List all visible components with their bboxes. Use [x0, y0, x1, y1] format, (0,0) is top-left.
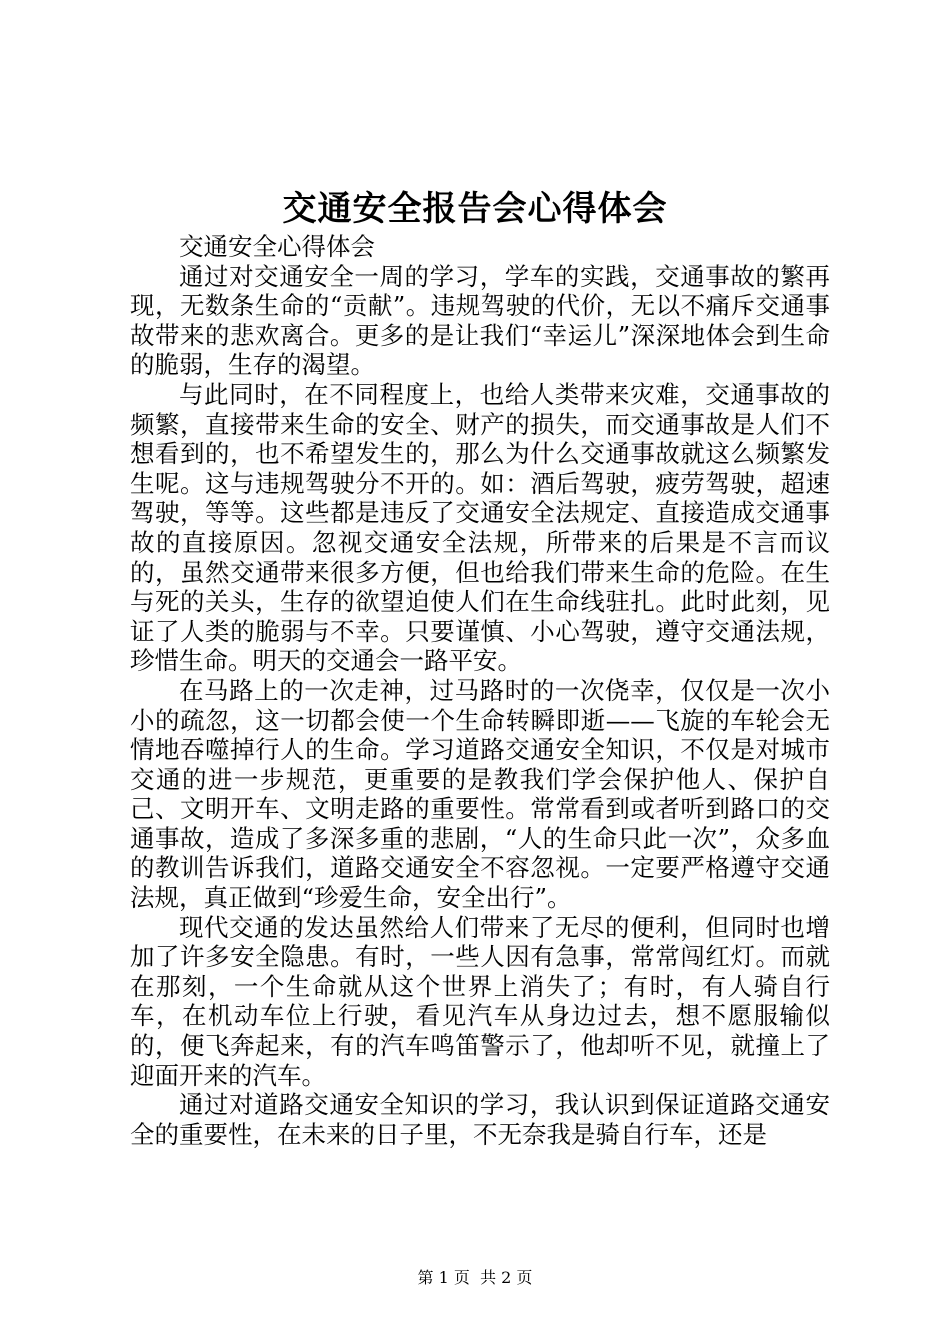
- paragraph: 通过对道路交通安全知识的学习，我认识到保证道路交通安全的重要性，在未来的日子里，不无奈我是骑自行车，还是: [130, 1090, 830, 1149]
- page-number: 第 1 页: [417, 1268, 470, 1287]
- paragraph: 与此同时，在不同程度上，也给人类带来灾难，交通事故的频繁，直接带来生命的安全、财产的损失，而交通事故是人们不想看到的，也不希望发生的，那么为什么交通事故就这么频繁发生呢。这与违规驾驶分不开的。如：酒后驾驶，疲劳驾驶，超速驾驶，等等。这些都是违反了交通安全法规定、直接造成交通事故的直接原因。忽视交通安全法规，所带来的后果是不言而议的，虽然交通带来很多方便，但也给我们带来生命的危险。在生与死的关头，生存的欲望迫使人们在生命线驻扎。此时此刻，见证了人类的脆弱与不幸。只要谨慎、小心驾驶，遵守交通法规，珍惜生命。明天的交通会一路平安。: [130, 379, 830, 676]
- page-total: 共 2 页: [480, 1268, 533, 1287]
- paragraph: 在马路上的一次走神，过马路时的一次侥幸，仅仅是一次小小的疏忽，这一切都会使一个生命转瞬即逝——飞旋的车轮会无情地吞噬掉行人的生命。学习道路交通安全知识，不仅是对城市交通的进一步规范，更重要的是教我们学会保护他人、保护自己、文明开车、文明走路的重要性。常常看到或者听到路口的交通事故，造成了多深多重的悲剧，“人的生命只此一次”，众多血的教训告诉我们，道路交通安全不容忽视。一定要严格遵守交通法规，真正做到“珍爱生命，安全出行”。: [130, 675, 830, 913]
- paragraph: 现代交通的发达虽然给人们带来了无尽的便利，但同时也增加了许多安全隐患。有时，一些人因有急事，常常闯红灯。而就在那刻，一个生命就从这个世界上消失了；有时，有人骑自行车，在机动车位上行驶，看见汽车从身边过去，想不愿服输似的，便飞奔起来，有的汽车鸣笛警示了，他却听不见，就撞上了迎面开来的汽车。: [130, 912, 830, 1090]
- document-body: [130, 232, 830, 1149]
- page-footer: [0, 1268, 950, 1288]
- paragraph: 通过对交通安全一周的学习，学车的实践，交通事故的繁再现，无数条生命的“贡献”。违规驾驶的代价，无以不痛斥交通事故带来的悲欢离合。更多的是让我们“幸运儿”深深地体会到生命的脆弱，生存的渴望。: [130, 261, 830, 380]
- paragraph-subtitle: 交通安全心得体会: [179, 232, 375, 261]
- document-title: 交通安全报告会心得体会: [282, 189, 668, 229]
- footer-separator: [470, 1268, 480, 1287]
